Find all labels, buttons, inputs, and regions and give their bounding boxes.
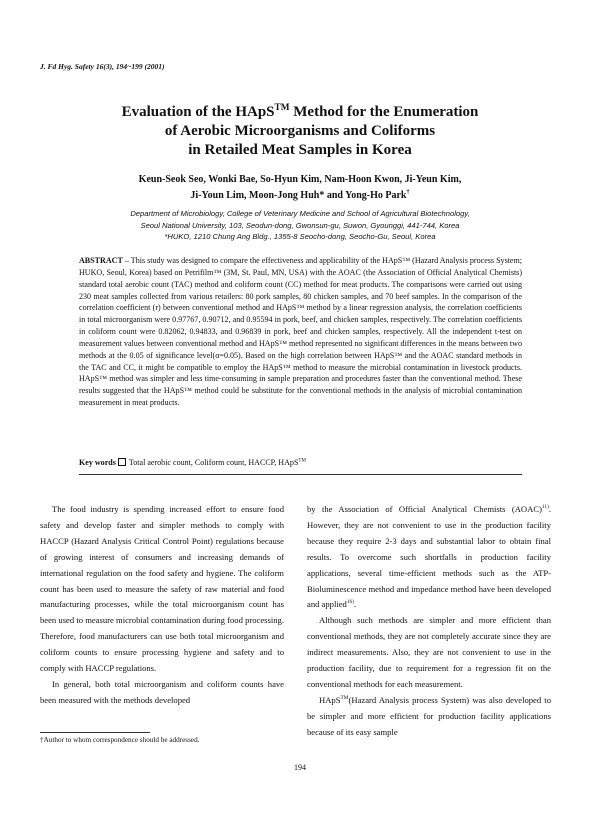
body-paragraph: In general, both total microorganism and coliform counts have been measured with the methods developed (40, 678, 284, 705)
footnote: †Author to whom correspondence should be addressed. (40, 736, 200, 744)
title-line-3: in Retailed Meat Samples in Korea (188, 142, 412, 158)
authors-line-1: Keun-Seok Seo, Wonki Bae, So-Hyun Kim, Nam-Hoon Kwon, Ji-Yeun Kim, (138, 174, 462, 185)
affiliation-line-2: Seoul National University, 103, Seodun-dong, Gwonsun-gu, Suwon, Gyounggi, 441-744, Korea (140, 220, 460, 230)
body-text: . (353, 599, 357, 610)
title-line-1 (40, 103, 560, 122)
affiliation-line-3: *HUKO, 1210 Chung Ang Bldg., 1355-8 Seocho-dong, Seocho-Gu, Seoul, Korea (164, 232, 436, 241)
body-paragraph: Although such methods are simpler and more efficient than conventional methods, they are not completely accurate since they are indirect measurements. Also, they are not convenient to use in the production facility, due to requirement for a regression fit on the conventional methods for each measurement. (307, 615, 551, 689)
trademark-mark: TM (298, 458, 306, 464)
footnote-divider (40, 732, 150, 733)
body-column-left (40, 502, 284, 709)
authors-line-2 (40, 188, 560, 204)
body-column-right (307, 502, 551, 741)
abstract-label: ABSTRACT (79, 256, 123, 265)
abstract (79, 255, 522, 409)
affiliations (40, 208, 560, 243)
authors-text: Ji-Youn Lim, Moon-Jong Huh* and Yong-Ho Park (190, 190, 407, 201)
body-text: HApS (319, 694, 341, 705)
keywords (79, 458, 522, 467)
abstract-text: – This study was designed to compare the effectiveness and applicability of the HApS™ (Hazard Analysis process System; HUKO, Seoul, Korea) based on Petrifilm™ (3M, St. Paul, MN, USA) with the AOAC (the Association of Official Analytical Chemists) standard total aerobic count (TAC) method and coliform count (CC) method for meat products. The comparisons were carried out using 230 meat samples collected from various retailers: 80 pork samples, 80 chicken samples, and 70 beef samples. In the comparison of the correlation coefficient (r) between conventional method and HApS™ method by a linear regression analysis, the correlation coefficients in total microorganism were 0.97767, 0.90712, and 0.95594 in pork, beef, and chicken samples, respectively. The correlation coefficients in coliform count were 0.82062, 0.94833, and 0.96839 in pork, beef and chicken samples, respectively. All the independent t-test on measurement values between conventional method and HApS™ method represented no significant differences in the means between two methods at the 0.05 of significance level(α=0.05). Based on the high correlation between HApS™ and the AOAC standard methods in the TAC and CC, it might be compatible to employ the HApS™ method to measure the microbial contamination in livestock products. HApS™ method was simpler and less time-consuming in sample preparation and procedures faster than the conventional method. These results suggested that the HApS™ method could be substitute for the conventional methods in the analysis of microbial contamination measurement in meat products. (79, 256, 522, 408)
body-paragraph: The food industry is spending increased effort to ensure food safety and develop faster and simpler methods to comply with HACCP (Hazard Analysis Critical Control Point) regulations because of growing interest of consumers and increasing demands of international regulation on the food safety and hygiene. The coliform count has been used to measure the safety of raw material and food manufacturing processes, while the total microorganism count has been used to measure microbial contamination during food processing. Therefore, food manufacturers can use both total microorganism and coliform counts to ensure processing hygiene and safety and to comply with HACCP regulations. (40, 504, 284, 674)
trademark-mark: TM (340, 695, 349, 702)
journal-reference: J. Fd Hyg. Safety 16(3), 194~199 (2001) (40, 62, 165, 71)
page-number: 194 (294, 763, 306, 772)
body-paragraph (307, 502, 551, 613)
title-text: Method for the Enumeration (289, 104, 479, 120)
body-text: (Hazard Analysis process System) was also developed to be simpler and more efficient for production facility applications because of its easy sample (307, 694, 551, 737)
title-text: Evaluation of the HApS (121, 104, 275, 120)
citation-ref: 16) (346, 599, 354, 606)
body-text: by the Association of Official Analytical Chemists (AOAC) (307, 504, 542, 514)
checkbox-square-icon (118, 458, 126, 466)
citation-ref: 11) (541, 504, 549, 511)
paper-title (40, 103, 560, 160)
dagger-mark: † (406, 188, 410, 196)
trademark-mark: TM (274, 103, 290, 113)
body-text: . However, they are not convenient to use in the production facility because they require 2-3 days and substantial labor to obtain final results. To overcome such shortfalls in production facility applications, several time-efficient methods such as the ATP-Bioluminescence method and impedance method have been developed and applied (307, 504, 551, 610)
keywords-label: Key words (79, 458, 116, 467)
section-divider (79, 474, 522, 475)
author-list (40, 172, 560, 204)
affiliation-line-1: Department of Microbiology, College of Veterinary Medicine and School of Agricultural Biotechnology, (130, 209, 470, 218)
keywords-text: Total aerobic count, Coliform count, HACCP, HApS (128, 458, 299, 467)
body-paragraph (307, 693, 551, 741)
title-line-2: of Aerobic Microorganisms and Coliforms (164, 123, 436, 139)
